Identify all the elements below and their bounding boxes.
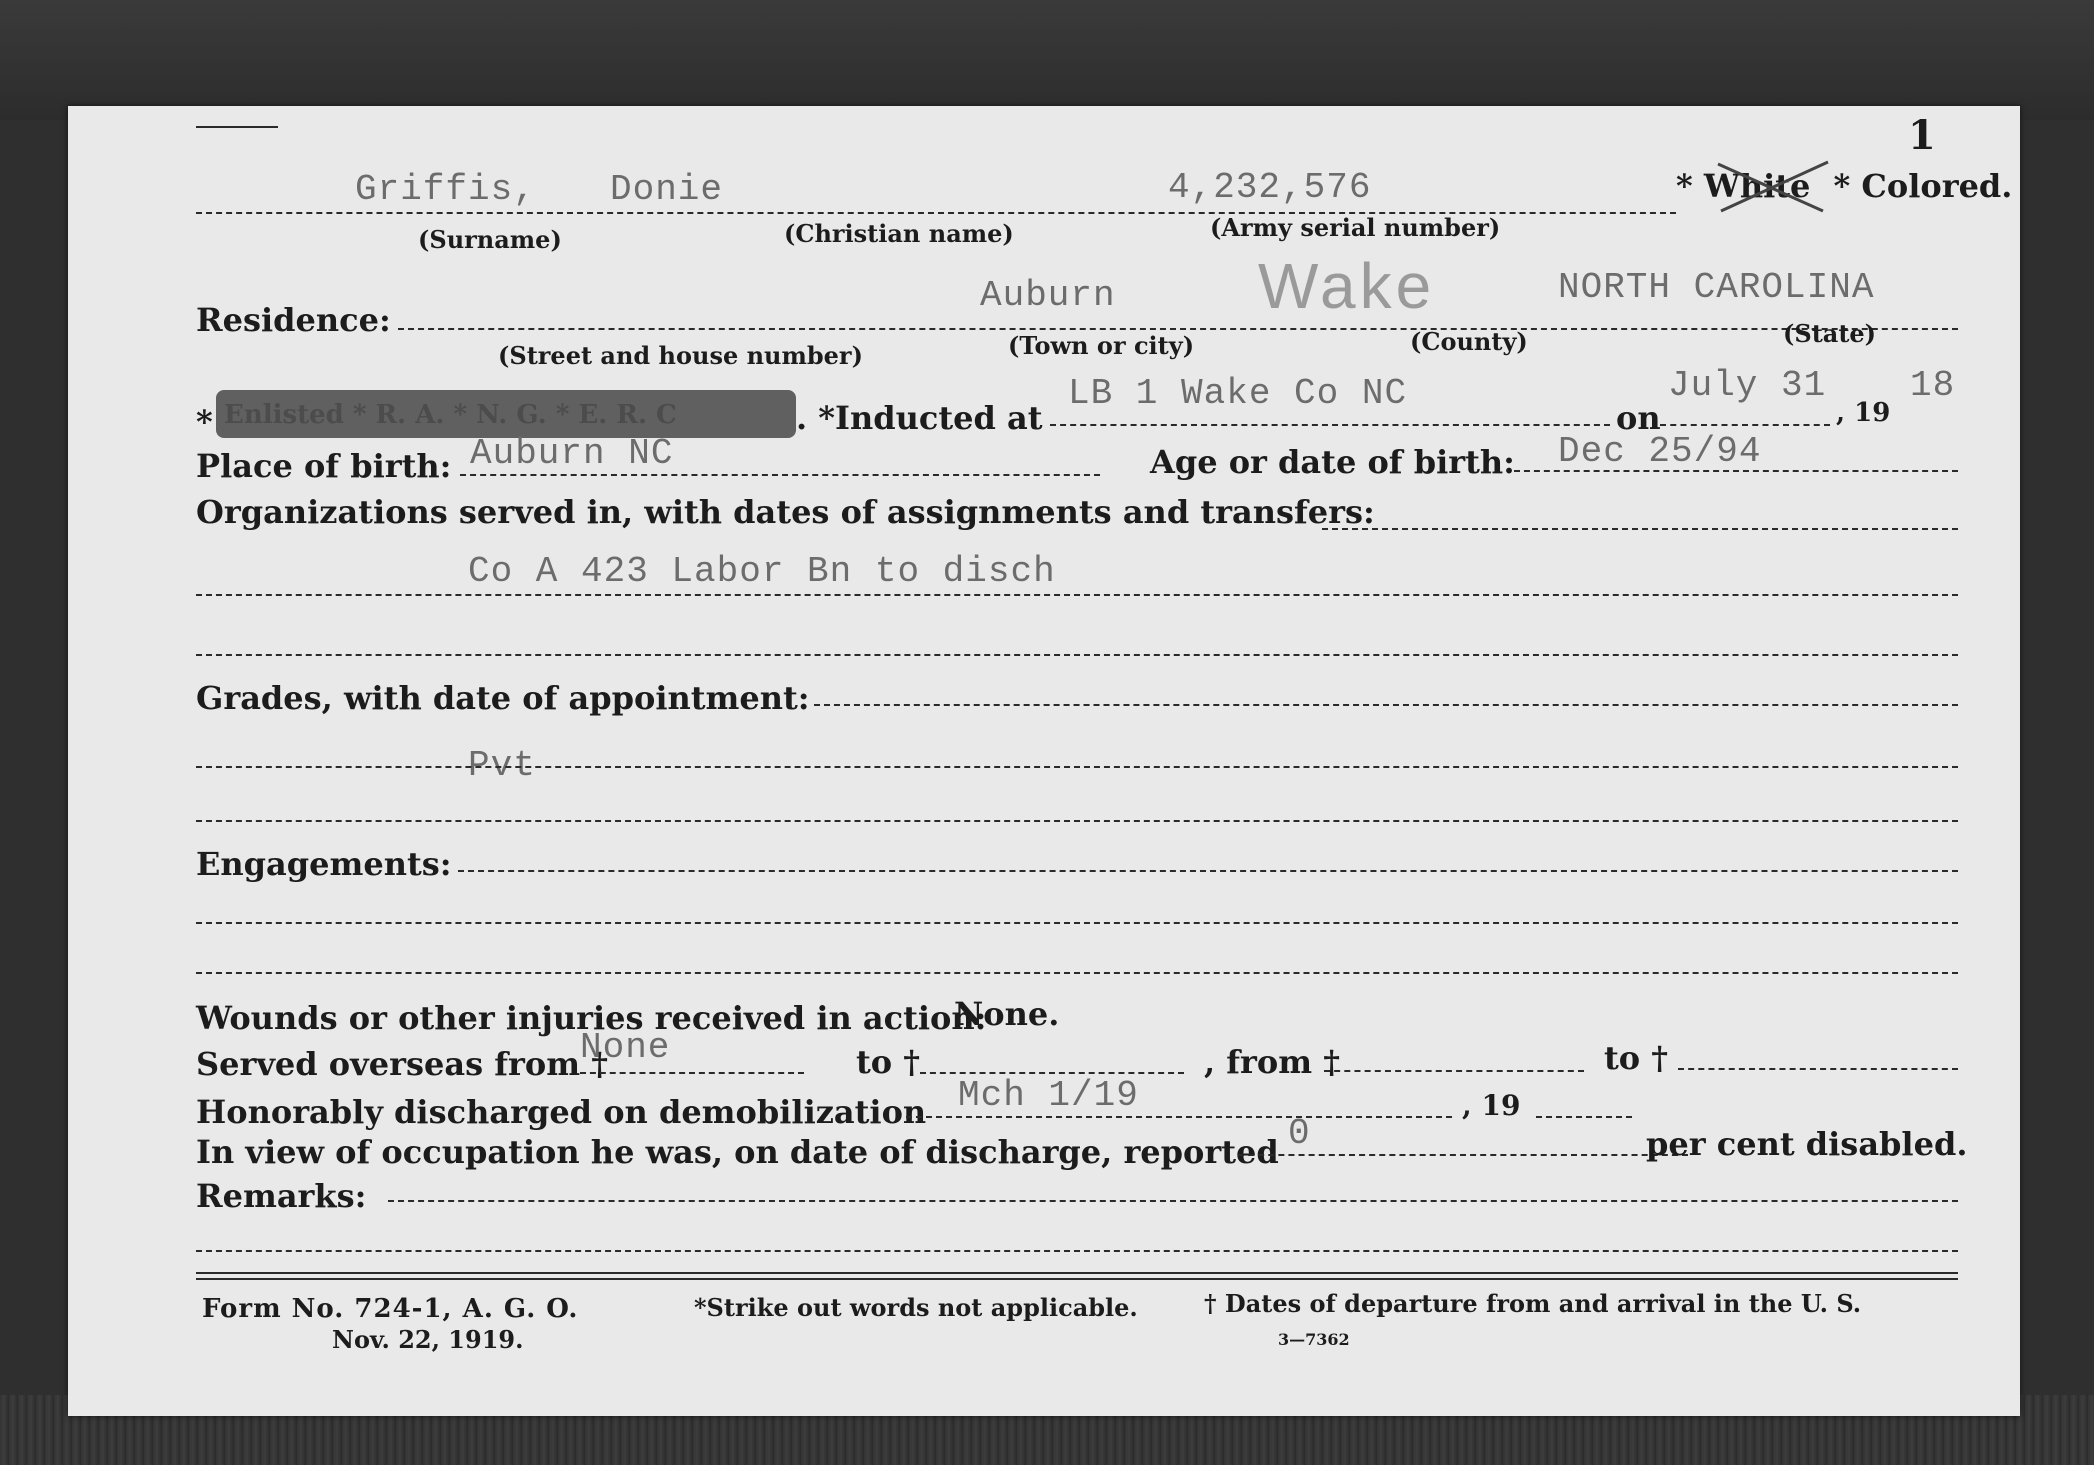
- disability-value: 0: [1288, 1113, 1311, 1154]
- engagements-line-1: [458, 870, 1958, 872]
- disability-label: In view of occupation he was, on date of discharge, reported: [196, 1133, 1279, 1171]
- grades-line-1: [814, 704, 1958, 706]
- footer-rule-2: [196, 1278, 1958, 1280]
- served-from-label: , from †: [1204, 1043, 1340, 1081]
- wounds-value: None.: [954, 995, 1060, 1033]
- engagements-line-3: [196, 972, 1958, 974]
- organizations-line-2: [196, 594, 1958, 596]
- organizations-line-3: [196, 654, 1958, 656]
- inducted-year-value: 18: [1910, 365, 1956, 406]
- residence-line: [398, 328, 1958, 330]
- christian-name-value: Donie: [610, 169, 724, 210]
- record-card: [68, 106, 2020, 1416]
- inducted-label: . *Inducted at: [796, 399, 1043, 437]
- inducted-date-line: [1660, 424, 1830, 426]
- county-caption: (County): [1410, 327, 1528, 356]
- state-value: NORTH CAROLINA: [1558, 267, 1875, 308]
- surname-value: Griffis,: [355, 169, 536, 210]
- grade-value: Pvt: [468, 745, 536, 786]
- served-overseas-line-4: [1678, 1068, 1958, 1070]
- enlisted-redaction: [216, 390, 796, 438]
- organizations-line-1: [1322, 528, 1958, 530]
- remarks-label: Remarks:: [196, 1177, 367, 1215]
- date-of-birth-line: [1514, 470, 1958, 472]
- year-prefix-discharge: , 19: [1462, 1089, 1521, 1122]
- served-to-label-1: to †: [856, 1043, 920, 1081]
- county-value: Wake: [1258, 250, 1436, 322]
- discharged-line: [906, 1116, 1452, 1118]
- card-number: 1: [1908, 112, 1936, 159]
- engagements-label: Engagements:: [196, 845, 452, 883]
- serial-number-value: 4,232,576: [1168, 167, 1372, 208]
- remarks-line-1: [388, 1200, 1958, 1202]
- race-colored: Colored.: [1861, 167, 2013, 205]
- discharged-label: Honorably discharged on demobilization: [196, 1093, 927, 1131]
- surname-caption: (Surname): [418, 225, 562, 254]
- grades-line-3: [196, 820, 1958, 822]
- enlisted-options: Enlisted * R. A. * N. G. * E. R. C: [224, 400, 677, 430]
- discharged-year-line: [1536, 1116, 1632, 1118]
- asterisk-colored: *: [1833, 167, 1851, 205]
- footer-rule-1: [196, 1272, 1958, 1274]
- race-white-struck: White: [1703, 167, 1811, 205]
- town-value: Auburn: [980, 275, 1116, 316]
- served-overseas-label: Served overseas from †: [196, 1045, 608, 1083]
- strike-x-mark: [1713, 156, 1833, 216]
- served-overseas-line-1: [580, 1072, 804, 1074]
- inducted-date-value: July 31: [1668, 365, 1827, 406]
- discharged-value: Mch 1/19: [958, 1075, 1139, 1116]
- place-of-birth-value: Auburn NC: [470, 433, 674, 474]
- town-caption: (Town or city): [1008, 331, 1195, 360]
- inducted-on-label: on: [1616, 399, 1661, 437]
- form-number: Form No. 724-1, A. G. O.: [202, 1294, 579, 1324]
- street-caption: (Street and house number): [498, 341, 863, 370]
- serial-number-caption: (Army serial number): [1210, 213, 1501, 242]
- print-code: 3—7362: [1278, 1330, 1350, 1349]
- inducted-line: [1050, 424, 1610, 426]
- engagements-line-2: [196, 922, 1958, 924]
- background-top: [0, 0, 2094, 120]
- organizations-label: Organizations served in, with dates of assignments and transfers:: [196, 493, 1375, 531]
- dates-note: † Dates of departure from and arrival in the U. S.: [1204, 1289, 1862, 1318]
- inducted-place-value: LB 1 Wake Co NC: [1068, 373, 1408, 414]
- enlisted-asterisk: *: [196, 403, 213, 441]
- served-overseas-value: None: [580, 1027, 671, 1068]
- residence-label: Residence:: [196, 301, 391, 339]
- per-cent-disabled-label: per cent disabled.: [1646, 1125, 1968, 1163]
- strike-out-note: *Strike out words not applicable.: [694, 1293, 1138, 1322]
- served-to-label-2: to †: [1604, 1039, 1668, 1077]
- place-of-birth-label: Place of birth:: [196, 447, 452, 485]
- year-prefix-induction: , 19: [1836, 398, 1891, 428]
- form-date: Nov. 22, 1919.: [332, 1325, 524, 1354]
- place-of-birth-line: [460, 474, 1100, 476]
- corner-mark: [196, 126, 278, 128]
- disability-line: [1238, 1154, 1688, 1156]
- grades-label: Grades, with date of appointment:: [196, 679, 810, 717]
- date-of-birth-value: Dec 25/94: [1558, 431, 1762, 472]
- served-overseas-line-2: [920, 1072, 1184, 1074]
- asterisk-white: *: [1676, 167, 1693, 205]
- organizations-value: Co A 423 Labor Bn to disch: [468, 551, 1056, 592]
- wounds-label: Wounds or other injuries received in action:: [196, 999, 987, 1037]
- christian-name-caption: (Christian name): [784, 219, 1014, 248]
- age-label: Age or date of birth:: [1150, 443, 1515, 481]
- state-caption: (State): [1783, 319, 1877, 348]
- served-overseas-line-3: [1324, 1070, 1584, 1072]
- grades-line-2: [196, 766, 1958, 768]
- remarks-line-2: [196, 1250, 1958, 1252]
